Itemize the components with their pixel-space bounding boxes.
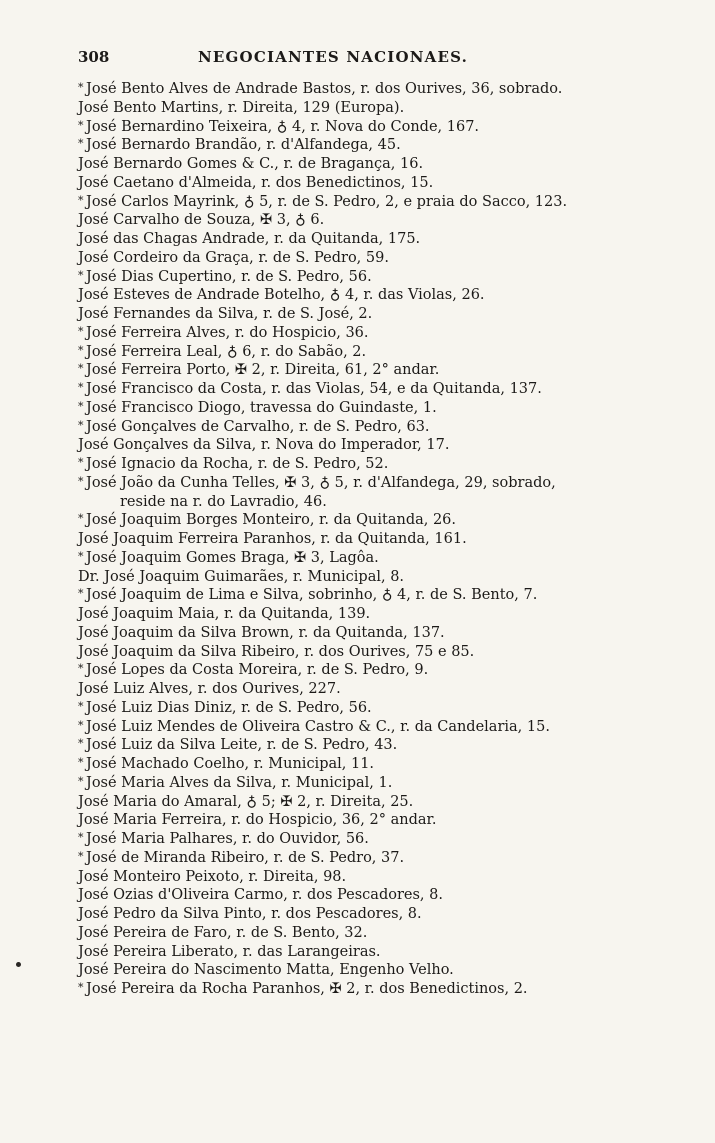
list-item — [78, 155, 678, 174]
list-item — [78, 755, 678, 774]
asterisk-icon: * — [78, 831, 84, 844]
list-item — [78, 399, 678, 418]
entry-text: José Pereira do Nascimento Matta, Engenho Velho. — [78, 962, 454, 979]
entry-text: José Luiz Dias Diniz, r. de S. Pedro, 56. — [86, 699, 372, 716]
list-item — [78, 980, 678, 999]
entry-text: José Maria Ferreira, r. do Hospicio, 36, 2° andar. — [78, 812, 437, 829]
list-item — [78, 474, 678, 493]
list-item — [78, 305, 678, 324]
asterisk-icon: * — [78, 137, 84, 151]
entry-text: José Pedro da Silva Pinto, r. dos Pescadores, 8. — [78, 906, 422, 922]
entry-text: José Pereira da Rocha Paranhos, ✠ 2, r. dos Benedictinos, 2. — [86, 981, 528, 997]
entry-text: José Joaquim da Silva Brown, r. da Quitanda, 137. — [78, 624, 445, 641]
asterisk-icon: * — [78, 737, 84, 751]
entry-text: José Monteiro Peixoto, r. Direita, 98. — [78, 868, 347, 885]
list-item — [78, 193, 678, 212]
list-item — [78, 211, 678, 230]
list-item — [78, 549, 678, 568]
entry-text: José Maria Alves da Silva, r. Municipal, 1. — [86, 774, 393, 791]
asterisk-icon: * — [78, 456, 84, 469]
entry-text: José Cordeiro da Graça, r. de S. Pedro, 59. — [78, 249, 389, 266]
list-item — [78, 849, 678, 868]
entry-text: José Francisco Diogo, travessa do Guindaste, 1. — [86, 399, 437, 416]
asterisk-icon: * — [78, 193, 84, 207]
asterisk-icon: * — [78, 512, 84, 526]
entry-text: José Joaquim Maia, r. da Quitanda, 139. — [78, 606, 371, 622]
entry-text: José Joaquim de Lima e Silva, sobrinho, ♁ 4, r. de S. Bento, 7. — [86, 587, 538, 604]
entry-text: José Joaquim Ferreira Paranhos, r. da Quitanda, 161. — [78, 531, 467, 547]
entry-text: José Gonçalves da Silva, r. Nova do Imperador, 17. — [78, 437, 450, 454]
entry-text: José Lopes da Costa Moreira, r. de S. Pedro, 9. — [86, 662, 429, 679]
entry-text: José João da Cunha Telles, ✠ 3, ♁ 5, r. d'Alfandega, 29, sobrado, — [86, 474, 556, 491]
asterisk-icon: * — [78, 718, 84, 732]
entry-text: José Bernardo Gomes & C., r. de Bragança, 16. — [78, 156, 424, 172]
list-item — [78, 605, 678, 624]
page-header — [78, 48, 638, 72]
entry-continuation: reside na r. do Lavradio, 46. — [120, 493, 327, 510]
asterisk-icon: * — [78, 756, 84, 769]
entry-text: José Ferreira Leal, ♁ 6, r. do Sabão, 2. — [86, 343, 367, 360]
entry-text: José Maria Palhares, r. do Ouvidor, 56. — [86, 831, 369, 847]
asterisk-icon: * — [78, 587, 84, 601]
entry-text: José Luiz Alves, r. dos Ourives, 227. — [78, 681, 341, 697]
list-item — [78, 924, 678, 943]
list-item — [78, 136, 678, 155]
entry-text: José Dias Cupertino, r. de S. Pedro, 56. — [86, 268, 372, 285]
entry-text: José Ferreira Porto, ✠ 2, r. Direita, 61, 2° andar. — [86, 362, 440, 379]
list-item — [78, 643, 678, 662]
entry-text: José Joaquim da Silva Ribeiro, r. dos Ourives, 75 e 85. — [78, 643, 475, 660]
asterisk-icon: * — [78, 981, 84, 994]
list-item — [78, 268, 678, 287]
list-item — [78, 118, 678, 137]
margin-dot — [16, 962, 21, 967]
entry-text: José Bernardo Brandão, r. d'Alfandega, 45. — [86, 137, 401, 154]
entry-text: José Joaquim Borges Monteiro, r. da Quitanda, 26. — [86, 512, 457, 529]
entry-text: José Machado Coelho, r. Municipal, 11. — [86, 756, 375, 772]
list-item — [78, 811, 678, 830]
entry-text: José Francisco da Costa, r. das Violas, 54, e da Quitanda, 137. — [86, 381, 542, 397]
entry-text: José Esteves de Andrade Botelho, ♁ 4, r. das Violas, 26. — [78, 287, 485, 304]
list-item — [78, 436, 678, 455]
asterisk-icon: * — [78, 699, 84, 713]
asterisk-icon: * — [78, 399, 84, 413]
entry-text: José Luiz Mendes de Oliveira Castro & C., r. da Candelaria, 15. — [86, 718, 550, 735]
list-item — [78, 418, 678, 437]
list-item — [78, 249, 678, 268]
entry-text: José Carlos Mayrink, ♁ 5, r. de S. Pedro, 2, e praia do Sacco, 123. — [86, 193, 568, 210]
list-item — [78, 174, 678, 193]
entry-text: José Bernardino Teixeira, ♁ 4, r. Nova do Conde, 167. — [86, 118, 480, 135]
asterisk-icon: * — [78, 662, 84, 676]
list-item — [78, 286, 678, 305]
entry-text: José Luiz da Silva Leite, r. de S. Pedro, 43. — [86, 737, 398, 754]
entry-text: José Joaquim Gomes Braga, ✠ 3, Lagôa. — [86, 549, 379, 566]
list-item — [78, 718, 678, 737]
asterisk-icon: * — [78, 324, 84, 338]
list-item — [78, 886, 678, 905]
list-item — [78, 793, 678, 812]
asterisk-icon: * — [78, 774, 84, 788]
list-item — [78, 905, 678, 924]
asterisk-icon: * — [78, 118, 84, 132]
entry-text: José Caetano d'Almeida, r. dos Benedictinos, 15. — [78, 174, 434, 191]
list-item — [78, 943, 678, 962]
entry-list — [78, 80, 678, 999]
asterisk-icon: * — [78, 474, 84, 488]
entry-text: José Bento Martins, r. Direita, 129 (Europa). — [78, 99, 405, 116]
entry-text: José Maria do Amaral, ♁ 5; ✠ 2, r. Direita, 25. — [78, 793, 414, 810]
list-item — [78, 736, 678, 755]
list-item — [78, 961, 678, 980]
list-item — [78, 868, 678, 887]
list-item — [78, 324, 678, 343]
asterisk-icon: * — [78, 268, 84, 282]
list-item — [78, 568, 678, 587]
asterisk-icon: * — [78, 343, 84, 357]
entry-text: José de Miranda Ribeiro, r. de S. Pedro, 37. — [86, 849, 405, 866]
entry-text: José Carvalho de Souza, ✠ 3, ♁ 6. — [78, 212, 325, 229]
asterisk-icon: * — [78, 418, 84, 432]
list-item — [78, 80, 678, 99]
list-item — [78, 661, 678, 680]
entry-text: José Bento Alves de Andrade Bastos, r. dos Ourives, 36, sobrado. — [86, 81, 563, 97]
list-item — [78, 361, 678, 380]
asterisk-icon: * — [78, 362, 84, 376]
list-item — [78, 624, 678, 643]
list-item — [78, 380, 678, 399]
entry-text: José Pereira de Faro, r. de S. Bento, 32. — [78, 924, 368, 941]
list-item — [78, 699, 678, 718]
asterisk-icon: * — [78, 549, 84, 563]
entry-text: José Ozias d'Oliveira Carmo, r. dos Pescadores, 8. — [78, 887, 443, 904]
entry-text: Dr. José Joaquim Guimarães, r. Municipal, 8. — [78, 568, 405, 585]
entry-text: José Fernandes da Silva, r. de S. José, 2. — [78, 306, 373, 322]
list-item — [78, 99, 678, 118]
page-number: 308 — [78, 48, 110, 66]
list-item — [78, 511, 678, 530]
entry-text: José Ignacio da Rocha, r. de S. Pedro, 52. — [86, 456, 389, 472]
list-item — [78, 586, 678, 605]
list-item — [78, 774, 678, 793]
entry-text: José Pereira Liberato, r. das Larangeiras. — [78, 943, 381, 960]
list-item — [78, 455, 678, 474]
list-item — [78, 230, 678, 249]
entry-text: José Ferreira Alves, r. do Hospicio, 36. — [86, 324, 369, 341]
list-item — [78, 830, 678, 849]
entry-text: José das Chagas Andrade, r. da Quitanda, 175. — [78, 231, 421, 247]
asterisk-icon: * — [78, 381, 84, 394]
asterisk-icon: * — [78, 81, 84, 94]
running-title: NEGOCIANTES NACIONAES. — [198, 48, 469, 66]
list-item — [78, 343, 678, 362]
list-item — [78, 680, 678, 699]
entry-text: José Gonçalves de Carvalho, r. de S. Pedro, 63. — [86, 418, 430, 435]
list-item — [78, 530, 678, 549]
asterisk-icon: * — [78, 849, 84, 863]
